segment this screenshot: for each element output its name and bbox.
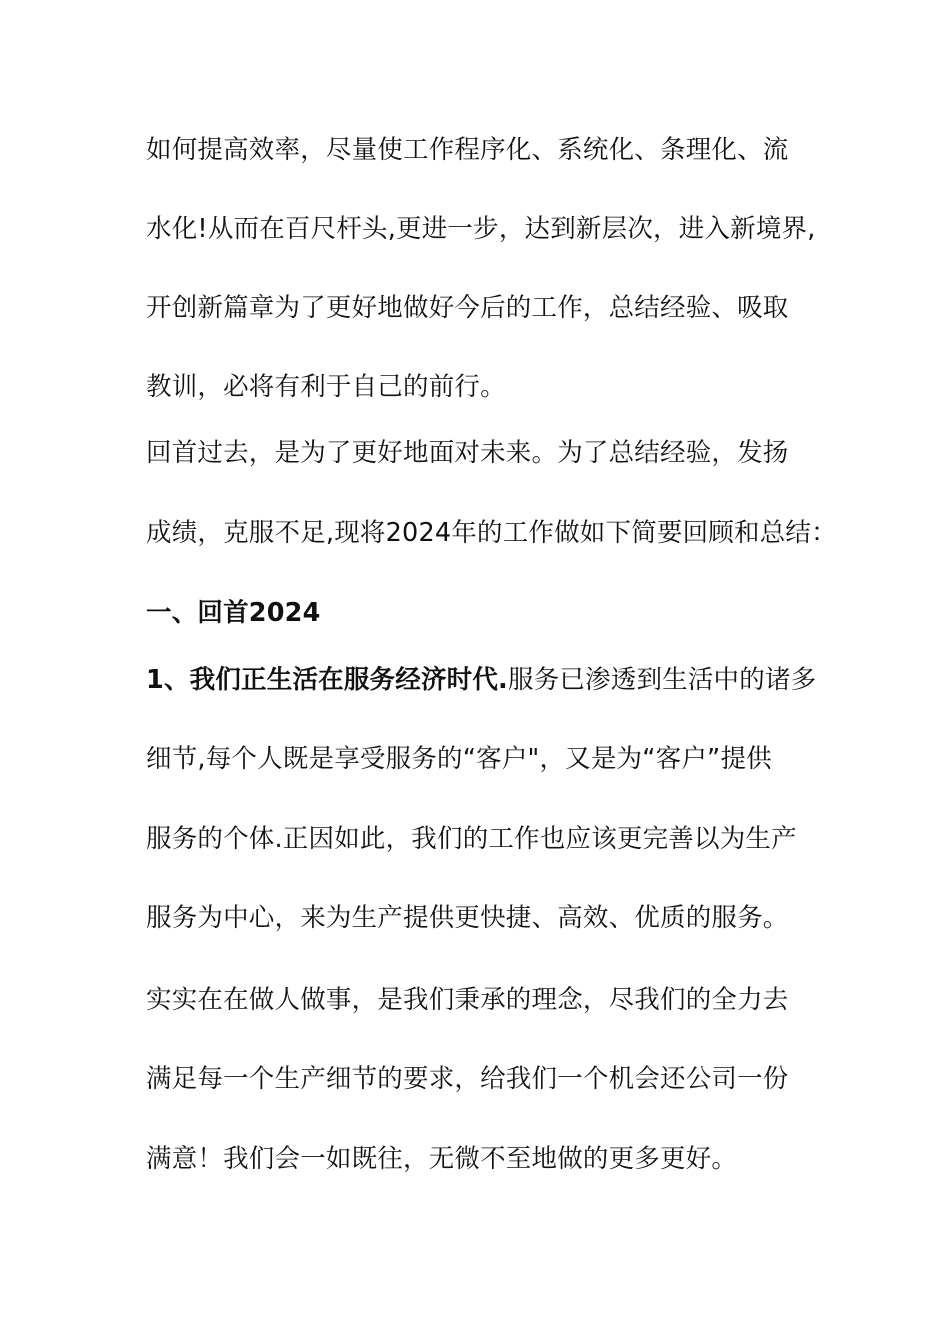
paragraph-4-line-1: 实实在在做人做事，是我们秉承的理念，尽我们的全力去	[146, 985, 789, 1015]
paragraph-2-line-1: 回首过去，是为了更好地面对未来。为了总结经验，发扬	[146, 438, 789, 468]
paragraph-2-line-2: 成绩，克服不足,现将2024年的工作做如下简要回顾和总结：	[146, 518, 837, 548]
section-heading: 一、回首2024	[146, 598, 321, 628]
paragraph-3-lead-bold: 1、我们正生活在服务经济时代.	[146, 665, 508, 695]
paragraph-3-line-3: 服务的个体.正因如此，我们的工作也应该更完善以为生产	[146, 824, 797, 854]
paragraph-3-line-2: 细节,每个人既是享受服务的“客户"，又是为“客户”提供	[146, 744, 772, 774]
paragraph-3-line-1	[146, 663, 846, 697]
paragraph-1-line-2: 水化!从而在百尺杆头,更进一步，达到新层次，进入新境界,	[146, 214, 816, 244]
paragraph-3-line-4: 服务为中心，来为生产提供更快捷、高效、优质的服务。	[146, 903, 789, 933]
paragraph-3-lead-rest: 服务已渗透到生活中的诸多	[507, 665, 817, 695]
paragraph-1-line-4: 教训，必将有利于自己的前行。	[146, 372, 506, 402]
paragraph-1-line-3: 开创新篇章为了更好地做好今后的工作，总结经验、吸取	[146, 293, 789, 323]
paragraph-4-line-3: 满意！我们会一如既往，无微不至地做的更多更好。	[146, 1144, 738, 1174]
paragraph-4-line-2: 满足每一个生产细节的要求，给我们一个机会还公司一份	[146, 1064, 789, 1094]
paragraph-1-line-1: 如何提高效率，尽量使工作程序化、系统化、条理化、流	[146, 135, 789, 165]
